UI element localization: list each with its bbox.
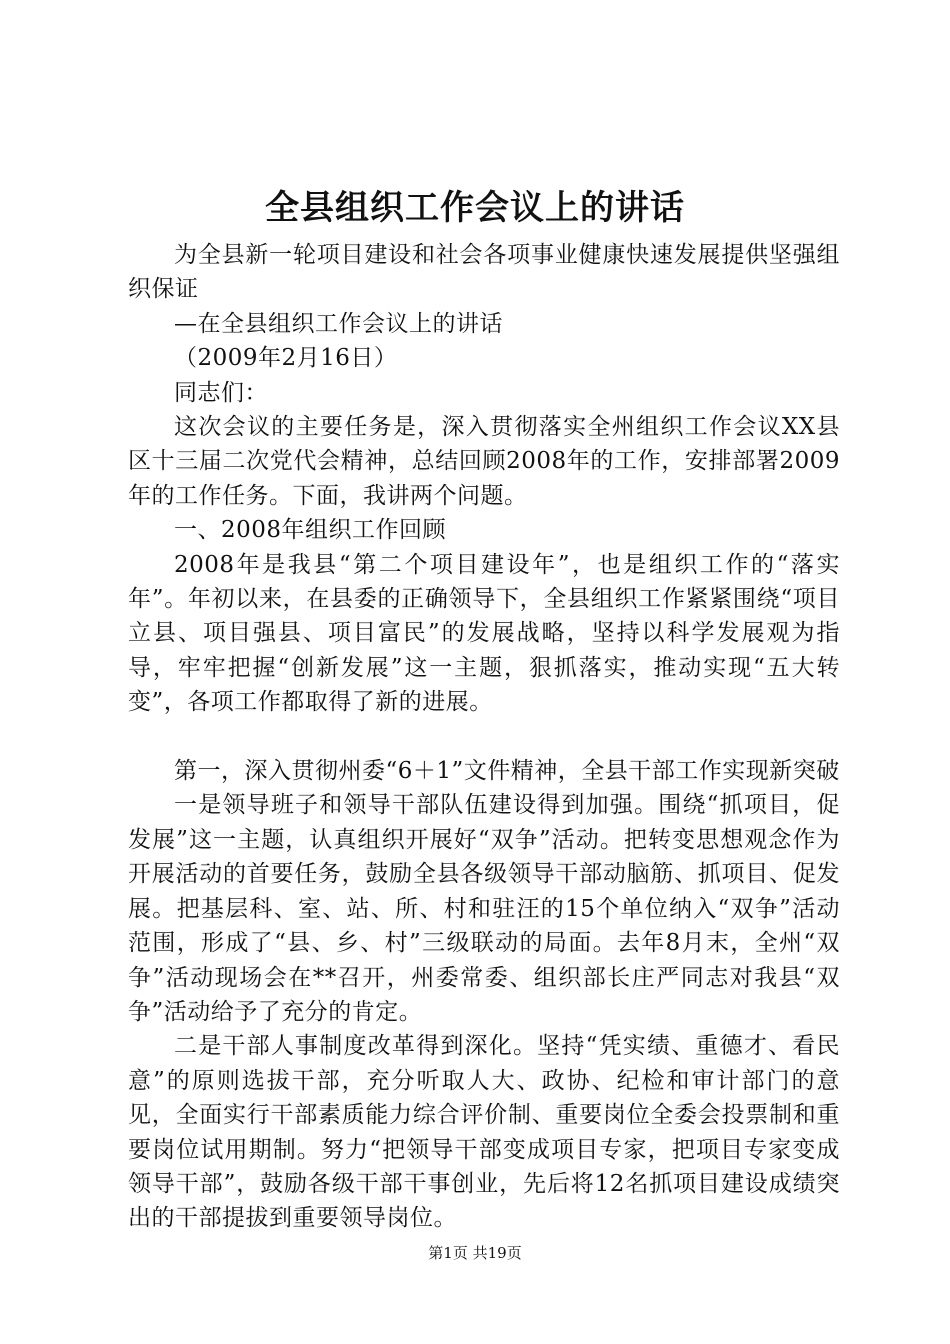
section-heading-1: 一、2008年组织工作回顾 [174, 517, 447, 544]
document-body [128, 238, 840, 1236]
subsection-heading-1: 第一，深入贯彻州委“6＋1”文件精神，全县干部工作实现新突破 [174, 758, 840, 785]
intro-paragraph: 这次会议的主要任务是，深入贯彻落实全州组织工作会议XX县区十三届二次党代会精神，总结回顾2008年的工作，安排部署2009年的工作任务。下面，我讲两个问题。 [128, 414, 840, 509]
review-paragraph: 2008年是我县“第二个项目建设年”，也是组织工作的“落实年”。年初以来，在县委的正确领导下，全县组织工作紧紧围绕“项目立县、项目强县、项目富民”的发展战略，坚持以科学发展观为指导，牢牢把握“创新发展”这一主题，狠抓落实，推动实现“五大转变”，各项工作都取得了新的进展。 [128, 551, 840, 716]
point-one-paragraph: 一是领导班子和领导干部队伍建设得到加强。围绕“抓项目，促发展”这一主题，认真组织开展好“双争”活动。把转变思想观念作为开展活动的首要任务，鼓励全县各级领导干部动脑筋、抓项目、促发展。把基层科、室、站、所、村和驻汪的15个单位纳入“双争”活动范围，形成了“县、乡、村”三级联动的局面。去年8月末，全州“双争”活动现场会在**召开，州委常委、组织部长庄严同志对我县“双争”活动给予了充分的肯定。 [128, 792, 840, 1025]
salutation: 同志们： [174, 379, 268, 406]
document-title: 全县组织工作会议上的讲话 [265, 188, 685, 228]
speech-occasion-line: —在全县组织工作会议上的讲话 [174, 310, 503, 337]
speech-date-line: （2009年2月16日） [174, 345, 398, 372]
point-two-paragraph: 二是干部人事制度改革得到深化。坚持“凭实绩、重德才、看民意”的原则选拔干部，充分听取人大、政协、纪检和审计部门的意见，全面实行干部素质能力综合评价制、重要岗位全委会投票制和重要岗位试用期制。努力“把领导干部变成项目专家，把项目专家变成领导干部”，鼓励各级干部干事创业，先后将12名抓项目建设成绩突出的干部提拔到重要领导岗位。 [128, 1033, 840, 1232]
page-footer: 第1页 共19页 [428, 1244, 522, 1262]
subtitle-paragraph: 为全县新一轮项目建设和社会各项事业健康快速发展提供坚强组织保证 [128, 242, 840, 303]
